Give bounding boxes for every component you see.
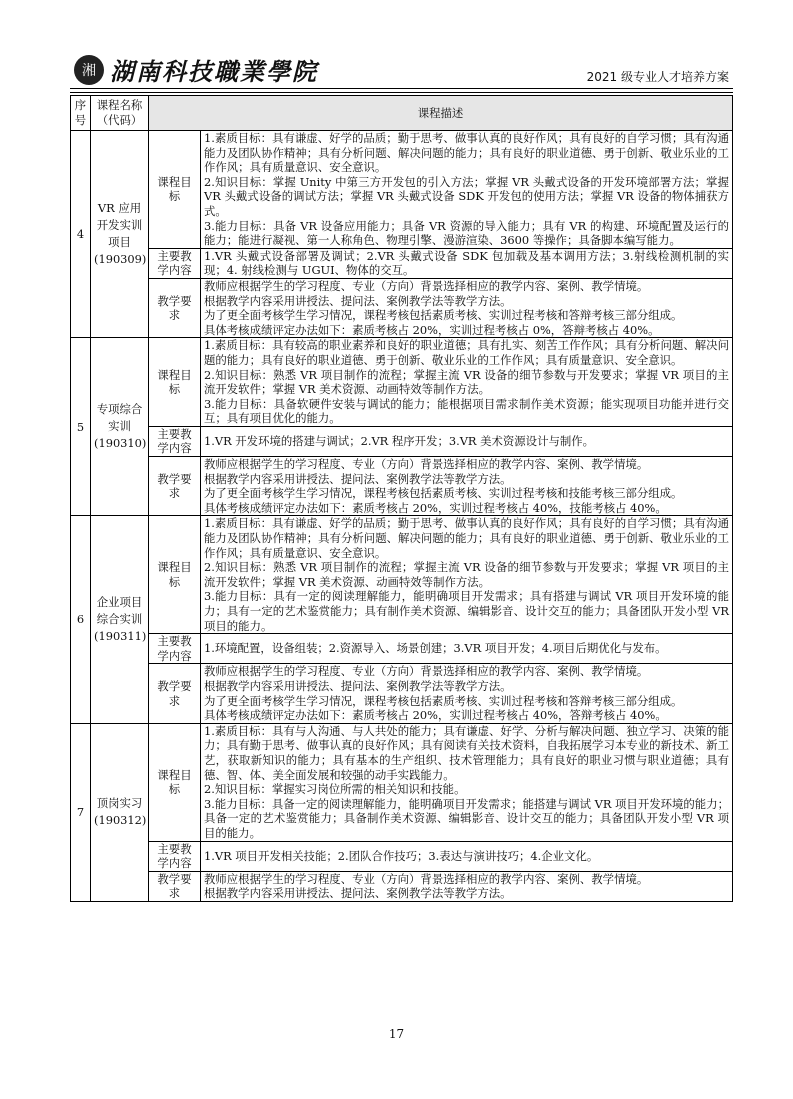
course-name: 企业项目综合实训 bbox=[96, 595, 143, 627]
table-header-row bbox=[71, 96, 733, 131]
header-rule-thin bbox=[70, 92, 733, 93]
description-line: 2.知识目标：掌握 Unity 中第三方开发包的引入方法；掌握 VR 头戴式设备的开发环境部署方法；掌握 VR 头戴式设备的调试方法；掌握 VR 头戴式设备 SDK 开发包的使用方法；掌握 VR 设备的物体捕获方式。 bbox=[204, 174, 729, 218]
table-row bbox=[71, 516, 733, 634]
description-line: 2.知识目标：熟悉 VR 项目制作的流程；掌握主流 VR 设备的细节参数与开发要求；掌握 VR 项目的主流开发软件；掌握 VR 美术资源、动画特效等制作方法。 bbox=[204, 560, 729, 589]
school-logo-text: 湖南科技職業學院 bbox=[110, 57, 318, 86]
school-logo bbox=[74, 52, 318, 87]
section-description bbox=[201, 871, 733, 901]
table-row bbox=[71, 457, 733, 516]
course-code: (190311) bbox=[94, 629, 147, 644]
description-line: 具体考核成绩评定办法如下：素质考核占 20%，实训过程考核占 40%，答辩考核占 40%。 bbox=[204, 708, 667, 723]
description-line: 为了更全面考核学生学习情况，课程考核包括素质考核、实训过程考核和答辩考核三部分组成。 bbox=[204, 693, 683, 708]
course-name-cell bbox=[91, 131, 149, 338]
course-table bbox=[70, 95, 733, 902]
table-row bbox=[71, 426, 733, 456]
course-name-cell bbox=[91, 338, 149, 516]
description-line: 3.能力目标：具有一定的阅读理解能力，能明确项目开发需求；具有搭建与调试 VR 项目开发环境的能力；具有一定的艺术鉴赏能力；具有制作美术资源、编辑影音、设计交互的能力；具备团队开发小型 VR 项目的能力。 bbox=[204, 589, 729, 633]
row-number: 5 bbox=[71, 338, 91, 516]
description-line: 1.环境配置，设备组装；2.资源导入、场景创建；3.VR 项目开发；4.项目后期优化与发布。 bbox=[204, 641, 667, 656]
description-line: 2.知识目标：掌握实习岗位所需的相关知识和技能。 bbox=[204, 782, 466, 797]
description-line: 为了更全面考核学生学习情况，课程考核包括素质考核、实训过程考核和答辩考核三部分组成。 bbox=[204, 308, 683, 323]
course-code: (190312) bbox=[94, 813, 147, 828]
table-row bbox=[71, 278, 733, 337]
section-label: 课程目标 bbox=[149, 131, 201, 249]
table-row bbox=[71, 338, 733, 427]
description-line: 1.VR 开发环境的搭建与调试；2.VR 程序开发；3.VR 美术资源设计与制作。 bbox=[204, 434, 595, 449]
section-description bbox=[201, 131, 733, 249]
course-name: 专项综合实训 bbox=[96, 402, 143, 434]
description-line: 1.素质目标：具有较高的职业素养和良好的职业道德；具有扎实、刻苦工作作风；具有分析问题、解决问题的能力；具有良好的职业道德、勇于创新、敬业乐业的工作作风；具有质量意识、安全意识。 bbox=[204, 338, 729, 367]
section-label: 教学要求 bbox=[149, 871, 201, 901]
page-header bbox=[70, 48, 733, 90]
header-course-desc: 课程描述 bbox=[149, 96, 733, 131]
table-row bbox=[71, 248, 733, 278]
table-row bbox=[71, 131, 733, 249]
section-description bbox=[201, 723, 733, 841]
header-no: 序号 bbox=[71, 96, 91, 131]
plan-title: 2021 级专业人才培养方案 bbox=[586, 70, 729, 84]
description-line: 3.能力目标：具备 VR 设备应用能力；具备 VR 资源的导入能力；具有 VR 的构建、环境配置及运行的能力；能进行凝视、第一人称角色、物理引擎、漫游渲染、3600 等操作；具备脚本编写能力。 bbox=[204, 218, 729, 248]
description-line: 1.VR 项目开发相关技能；2.团队合作技巧；3.表达与演讲技巧；4.企业文化。 bbox=[204, 848, 599, 863]
section-description bbox=[201, 338, 733, 427]
section-description bbox=[201, 841, 733, 871]
description-line: 3.能力目标：具备软硬件安装与调试的能力；能根据项目需求制作美术资源；能实现项目功能并进行交互；具有项目优化的能力。 bbox=[204, 396, 729, 426]
table-row bbox=[71, 871, 733, 901]
description-line: 1.素质目标：具有谦虚、好学的品质；勤于思考、做事认真的良好作风；具有良好的自学习惯；具有沟通能力及团队协作精神；具有分析问题、解决问题的能力；具有良好的职业道德、勇于创新、敬业乐业的工作作风；具有质量意识、安全意识。 bbox=[204, 131, 729, 175]
section-label: 主要教学内容 bbox=[149, 634, 201, 664]
course-code: (190309) bbox=[94, 252, 147, 267]
course-name: 顶岗实习 bbox=[96, 796, 143, 811]
section-description bbox=[201, 457, 733, 516]
section-description bbox=[201, 634, 733, 664]
row-number: 6 bbox=[71, 516, 91, 723]
description-line: 教师应根据学生的学习程度、专业（方向）背景选择相应的教学内容、案例、教学情境。 bbox=[204, 457, 649, 472]
description-line: 根据教学内容采用讲授法、提问法、案例教学法等教学方法。 bbox=[204, 471, 512, 486]
section-description bbox=[201, 248, 733, 278]
description-line: 3.能力目标：具备一定的阅读理解能力，能明确项目开发需求；能搭建与调试 VR 项目开发环境的能力；具备一定的艺术鉴赏能力；具备制作美术资源、编辑影音、设计交互的能力；具备团队开发小型 VR 项目的能力。 bbox=[204, 796, 729, 840]
description-line: 2.知识目标：熟悉 VR 项目制作的流程；掌握主流 VR 设备的细节参数与开发要求；掌握 VR 项目的主流开发软件；掌握 VR 美术资源、动画特效等制作方法。 bbox=[204, 367, 729, 397]
section-label: 教学要求 bbox=[149, 278, 201, 337]
table-row bbox=[71, 634, 733, 664]
section-description bbox=[201, 516, 733, 634]
course-name: VR 应用开发实训项目 bbox=[96, 201, 143, 250]
table-body bbox=[71, 131, 733, 902]
section-description bbox=[201, 426, 733, 456]
description-line: 1.素质目标：具有与人沟通、与人共处的能力；具有谦虚、好学、分析与解决问题、独立学习、决策的能力；具有勤于思考、做事认真的良好作风；具有阅读有关技术资料，自我拓展学习本专业的新技术、新工艺，获取新知识的能力；具有基本的生产组织、技术管理能力；具有良好的职业习惯与职业道德；具有德、智、体、美全面发展和较强的动手实践能力。 bbox=[204, 723, 729, 782]
section-label: 课程目标 bbox=[149, 723, 201, 841]
school-seal-icon: 湘 bbox=[74, 55, 104, 85]
section-label: 主要教学内容 bbox=[149, 841, 201, 871]
course-name-cell bbox=[91, 516, 149, 723]
description-line: 1.素质目标：具有谦虚、好学的品质；勤于思考、做事认真的良好作风；具有良好的自学习惯；具有沟通能力及团队协作精神；具有分析问题、解决问题的能力；具有良好的职业道德、勇于创新、敬业乐业的工作作风；具有质量意识、安全意识。 bbox=[204, 516, 729, 560]
table-row bbox=[71, 723, 733, 841]
section-label: 主要教学内容 bbox=[149, 248, 201, 278]
header-course-name: 课程名称（代码） bbox=[91, 96, 149, 131]
description-line: 1.VR 头戴式设备部署及调试；2.VR 头戴式设备 SDK 包加载及基本调用方法；3.射线检测机制的实现；4. 射线检测与 UGUI、物体的交互。 bbox=[204, 248, 729, 278]
description-line: 根据教学内容采用讲授法、提问法、案例教学法等教学方法。 bbox=[204, 678, 512, 693]
section-description bbox=[201, 278, 733, 337]
description-line: 具体考核成绩评定办法如下：素质考核占 20%，实训过程考核占 40%，技能考核占 40%。 bbox=[204, 500, 667, 515]
row-number: 4 bbox=[71, 131, 91, 338]
section-label: 课程目标 bbox=[149, 338, 201, 427]
section-label: 课程目标 bbox=[149, 516, 201, 634]
section-label: 主要教学内容 bbox=[149, 426, 201, 456]
row-number: 7 bbox=[71, 723, 91, 901]
table-row bbox=[71, 841, 733, 871]
description-line: 根据教学内容采用讲授法、提问法、案例教学法等教学方法。 bbox=[204, 293, 512, 308]
description-line: 教师应根据学生的学习程度、专业（方向）背景选择相应的教学内容、案例、教学情境。 bbox=[204, 664, 649, 679]
table-row bbox=[71, 664, 733, 723]
description-line: 根据教学内容采用讲授法、提问法、案例教学法等教学方法。 bbox=[204, 886, 512, 901]
description-line: 为了更全面考核学生学习情况，课程考核包括素质考核、实训过程考核和技能考核三部分组成。 bbox=[204, 486, 683, 501]
description-line: 具体考核成绩评定办法如下：素质考核占 20%，实训过程考核占 0%，答辩考核占 40%。 bbox=[204, 322, 660, 337]
course-code: (190310) bbox=[94, 436, 147, 451]
section-description bbox=[201, 664, 733, 723]
course-name-cell bbox=[91, 723, 149, 901]
description-line: 教师应根据学生的学习程度、专业（方向）背景选择相应的教学内容、案例、教学情境。 bbox=[204, 871, 649, 886]
description-line: 教师应根据学生的学习程度、专业（方向）背景选择相应的教学内容、案例、教学情境。 bbox=[204, 278, 649, 293]
page-number: 17 bbox=[388, 1027, 405, 1041]
section-label: 教学要求 bbox=[149, 457, 201, 516]
header-rule bbox=[70, 88, 733, 89]
section-label: 教学要求 bbox=[149, 664, 201, 723]
